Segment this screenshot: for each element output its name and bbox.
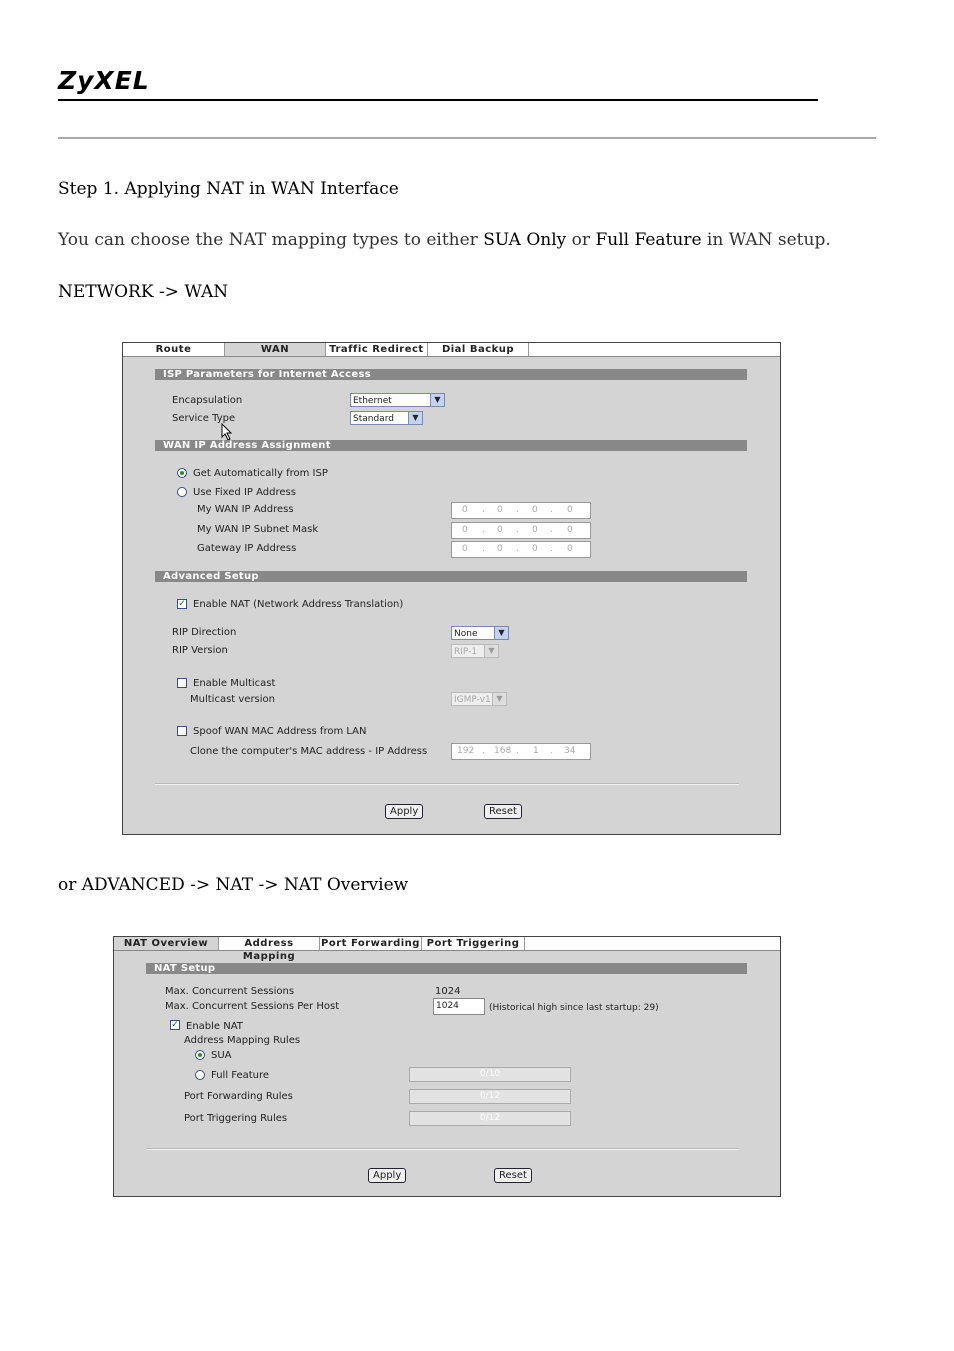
intro-sua: SUA Only bbox=[483, 230, 567, 250]
clone-mac-label: Clone the computer's MAC address - IP Address bbox=[190, 746, 428, 757]
intro-full: Full Feature bbox=[595, 230, 702, 250]
port-forwarding-count: 0/12 bbox=[409, 1089, 571, 1104]
use-fixed-radio[interactable] bbox=[177, 487, 187, 497]
multicast-version-select[interactable] bbox=[451, 692, 507, 706]
my-wan-ip-input[interactable]: 0 . 0 . 0 . 0 bbox=[451, 502, 591, 519]
max-per-host-input[interactable]: 1024 bbox=[433, 998, 485, 1015]
wanip-section-header: WAN IP Address Assignment bbox=[155, 440, 747, 451]
service-type-label: Service Type bbox=[172, 413, 236, 424]
clone-ip-input[interactable]: 192 . 168 . 1 . 34 bbox=[451, 743, 591, 760]
max-per-host-label: Max. Concurrent Sessions Per Host bbox=[165, 1001, 340, 1012]
nat-config-panel bbox=[113, 936, 781, 1197]
full-feature-label: Full Feature bbox=[211, 1070, 270, 1081]
rip-direction-value: None bbox=[454, 629, 478, 639]
chevron-down-icon: ▼ bbox=[408, 412, 422, 424]
port-forwarding-rules-label: Port Forwarding Rules bbox=[184, 1091, 293, 1102]
max-sessions-label: Max. Concurrent Sessions bbox=[165, 986, 295, 997]
chevron-down-icon: ▼ bbox=[484, 645, 498, 657]
form-divider bbox=[155, 783, 739, 785]
tab-route[interactable]: Route bbox=[123, 343, 225, 356]
spoof-mac-label: Spoof WAN MAC Address from LAN bbox=[193, 726, 367, 737]
use-fixed-label: Use Fixed IP Address bbox=[193, 487, 296, 498]
nav-path-nat-text: ADVANCED -> NAT -> NAT Overview bbox=[81, 875, 409, 895]
historical-note: (Historical high since last startup: 29) bbox=[489, 1003, 659, 1013]
encapsulation-select[interactable] bbox=[350, 393, 445, 407]
gateway-ip-label: Gateway IP Address bbox=[197, 543, 297, 554]
rip-version-value: RIP-1 bbox=[454, 647, 478, 657]
tab-dial-backup[interactable]: Dial Backup bbox=[428, 343, 529, 356]
rip-version-label: RIP Version bbox=[172, 645, 228, 656]
nat-form-divider bbox=[146, 1148, 739, 1150]
multicast-version-value: IGMP-v1 bbox=[454, 695, 491, 705]
tab-port-forwarding[interactable]: Port Forwarding bbox=[320, 937, 422, 950]
rip-version-select[interactable] bbox=[451, 644, 499, 658]
my-wan-ip-label: My WAN IP Address bbox=[197, 504, 294, 515]
full-feature-count: 0/10 bbox=[409, 1067, 571, 1082]
get-auto-radio[interactable] bbox=[177, 468, 187, 478]
isp-section-header: ISP Parameters for Internet Access bbox=[155, 369, 747, 380]
tab-wan[interactable]: WAN bbox=[225, 343, 326, 356]
encapsulation-label: Encapsulation bbox=[172, 395, 243, 406]
port-triggering-rules-label: Port Triggering Rules bbox=[184, 1113, 288, 1124]
my-wan-mask-label: My WAN IP Subnet Mask bbox=[197, 524, 319, 535]
nat-tabbar bbox=[114, 937, 780, 962]
enable-nat-label: Enable NAT (Network Address Translation) bbox=[193, 599, 404, 610]
nat-reset-button[interactable]: Reset bbox=[494, 1168, 532, 1183]
wan-tabbar bbox=[123, 343, 780, 357]
chevron-down-icon: ▼ bbox=[430, 394, 444, 406]
tab-nat-overview[interactable]: NAT Overview bbox=[114, 937, 219, 950]
max-sessions-value: 1024 bbox=[435, 986, 461, 997]
mouse-cursor-icon bbox=[221, 423, 233, 441]
header-rule bbox=[58, 99, 818, 101]
nat-enable-checkbox[interactable]: ✓ bbox=[171, 1020, 179, 1030]
nat-setup-section-header: NAT Setup bbox=[146, 963, 747, 974]
intro-or: or bbox=[566, 230, 596, 250]
enable-multicast-label: Enable Multicast bbox=[193, 678, 276, 689]
header-subrule bbox=[58, 137, 876, 139]
wan-config-panel bbox=[122, 342, 781, 835]
nat-enable-label: Enable NAT bbox=[186, 1021, 243, 1032]
spoof-mac-checkbox[interactable] bbox=[177, 726, 187, 736]
enable-nat-checkbox[interactable]: ✓ bbox=[178, 599, 186, 609]
reset-button[interactable]: Reset bbox=[484, 804, 522, 819]
service-type-select[interactable] bbox=[350, 411, 423, 425]
gateway-ip-input[interactable]: 0 . 0 . 0 . 0 bbox=[451, 541, 591, 558]
tab-address-mapping[interactable]: Address Mapping bbox=[219, 937, 320, 950]
service-type-value: Standard bbox=[353, 414, 394, 424]
tab-port-triggering[interactable]: Port Triggering bbox=[422, 937, 525, 950]
apply-button[interactable]: Apply bbox=[385, 804, 423, 819]
rip-direction-label: RIP Direction bbox=[172, 627, 237, 638]
intro-paragraph bbox=[58, 230, 831, 250]
nav-path-wan: NETWORK -> WAN bbox=[58, 282, 229, 302]
nat-apply-button[interactable]: Apply bbox=[368, 1168, 406, 1183]
get-auto-label: Get Automatically from ISP bbox=[193, 468, 328, 479]
port-triggering-count: 0/12 bbox=[409, 1111, 571, 1126]
address-mapping-rules-label: Address Mapping Rules bbox=[184, 1035, 301, 1046]
zyxel-logo: ZyXEL bbox=[58, 66, 150, 95]
my-wan-mask-input[interactable]: 0 . 0 . 0 . 0 bbox=[451, 522, 591, 539]
full-feature-radio[interactable] bbox=[195, 1070, 205, 1080]
intro-prefix: You can choose the NAT mapping types to either bbox=[58, 230, 484, 250]
chevron-down-icon: ▼ bbox=[494, 627, 508, 639]
enable-multicast-checkbox[interactable] bbox=[177, 678, 187, 688]
nav-path-nat bbox=[58, 875, 408, 895]
tab-traffic-redirect[interactable]: Traffic Redirect bbox=[326, 343, 428, 356]
encapsulation-value: Ethernet bbox=[353, 396, 392, 406]
rip-direction-select[interactable] bbox=[451, 626, 509, 640]
sua-radio[interactable] bbox=[195, 1050, 205, 1060]
step-title: Step 1. Applying NAT in WAN Interface bbox=[58, 179, 399, 199]
sua-label: SUA bbox=[211, 1050, 232, 1061]
intro-suffix: in WAN setup. bbox=[701, 230, 831, 250]
or-word: or bbox=[58, 875, 82, 895]
multicast-version-label: Multicast version bbox=[190, 694, 276, 705]
chevron-down-icon: ▼ bbox=[492, 693, 506, 705]
advanced-section-header: Advanced Setup bbox=[155, 571, 747, 582]
